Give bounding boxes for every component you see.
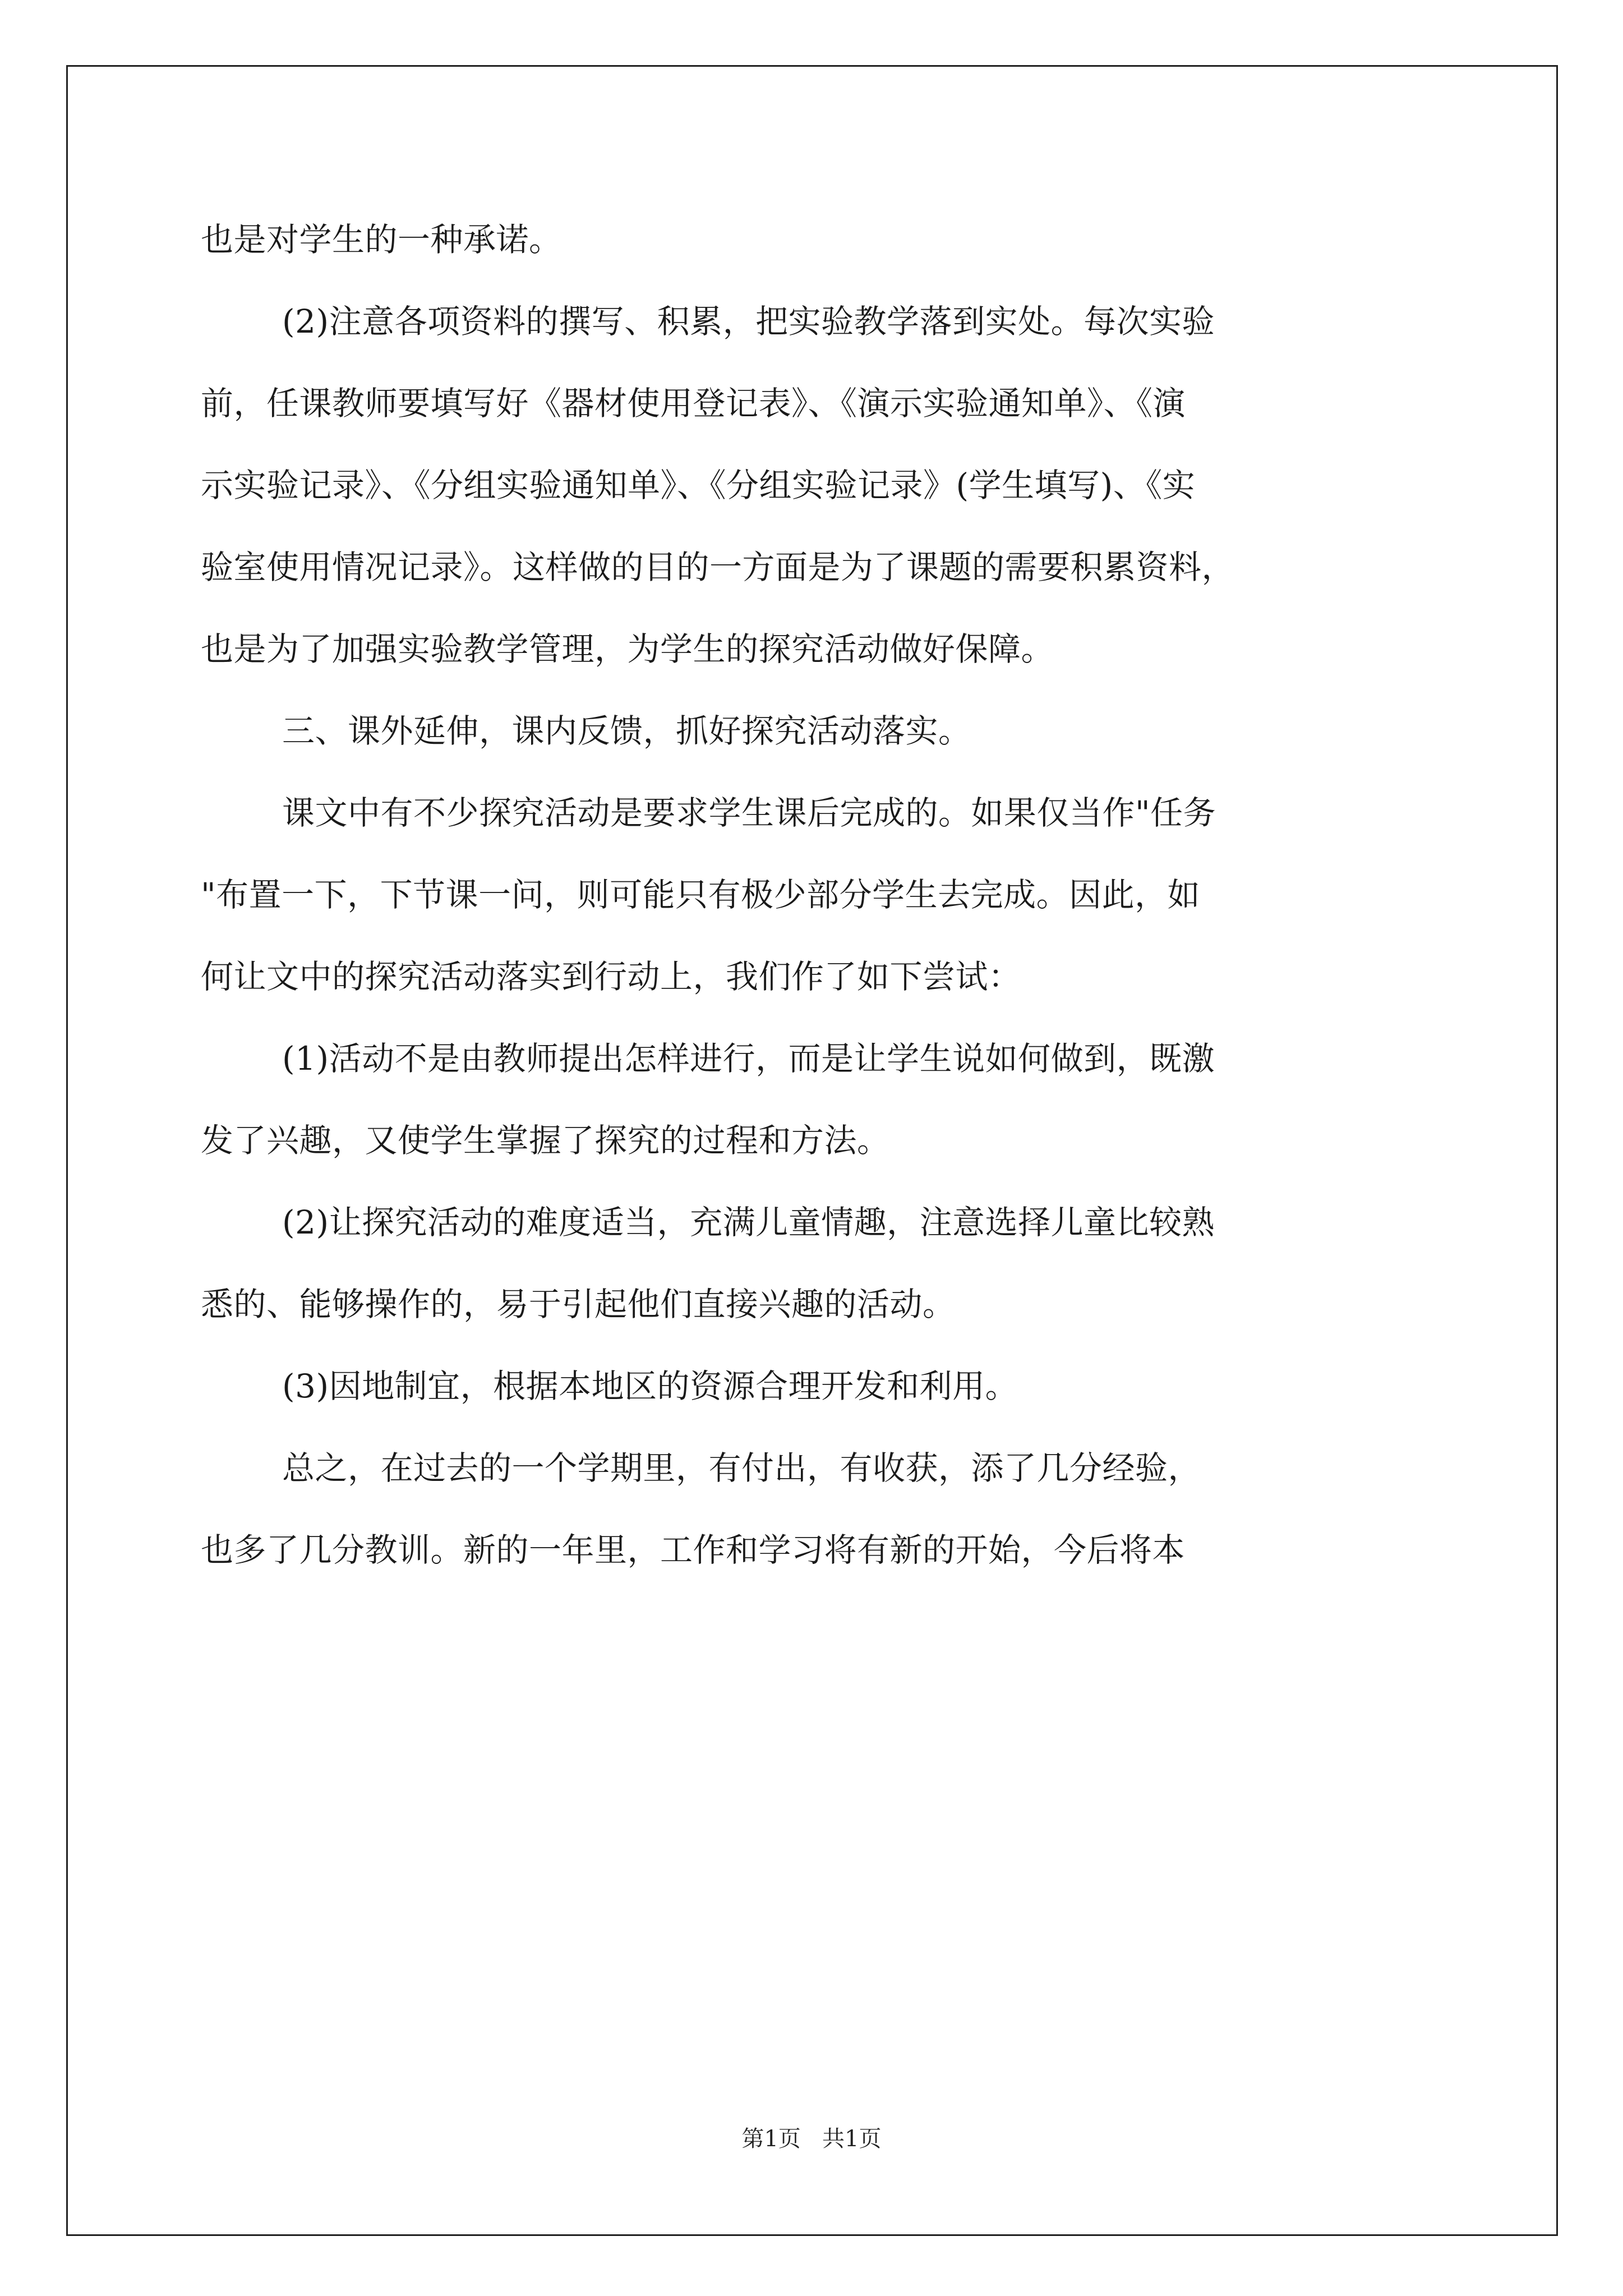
text-line: 也是对学生的一种承诺。 [201,220,562,259]
text-line: 悉的、能够操作的，易于引起他们直接兴趣的活动。 [201,1285,956,1323]
text-line: (3)因地制宜，根据本地区的资源合理开发和利用。 [282,1367,1018,1405]
text-line: 前，任课教师要填写好《器材使用登记表》、《演示实验通知单》、《演 [201,384,1186,422]
text-line: 也多了几分教训。新的一年里，工作和学习将有新的开始，今后将本 [201,1531,1186,1569]
text-line: 三、课外延伸，课内反馈，抓好探究活动落实。 [282,712,971,750]
text-line: (1)活动不是由教师提出怎样进行，而是让学生说如何做到，既激 [282,1039,1215,1078]
text-line: 课文中有不少探究活动是要求学生课后完成的。如果仅当作"任务 [282,794,1216,832]
text-line: 也是为了加强实验教学管理，为学生的探究活动做好保障。 [201,630,1054,668]
text-line: 验室使用情况记录》。这样做的目的一方面是为了课题的需要积累资料， [201,548,1235,586]
page-number-footer: 第1页 共1页 [741,2126,882,2152]
text-line: 何让文中的探究活动落实到行动上，我们作了如下尝试： [201,958,1021,996]
text-line: 发了兴趣，又使学生掌握了探究的过程和方法。 [201,1121,890,1159]
text-line: 示实验记录》、《分组实验通知单》、《分组实验记录》(学生填写)、《实 [201,466,1196,504]
text-line: 总之，在过去的一个学期里，有付出，有收获，添了几分经验， [282,1449,1201,1487]
text-line: (2)让探究活动的难度适当，充满儿童情趣，注意选择儿童比较熟 [282,1203,1215,1241]
text-line: "布置一下，下节课一问，则可能只有极少部分学生去完成。因此，如 [201,876,1201,914]
text-line: (2)注意各项资料的撰写、积累，把实验教学落到实处。每次实验 [282,302,1215,341]
